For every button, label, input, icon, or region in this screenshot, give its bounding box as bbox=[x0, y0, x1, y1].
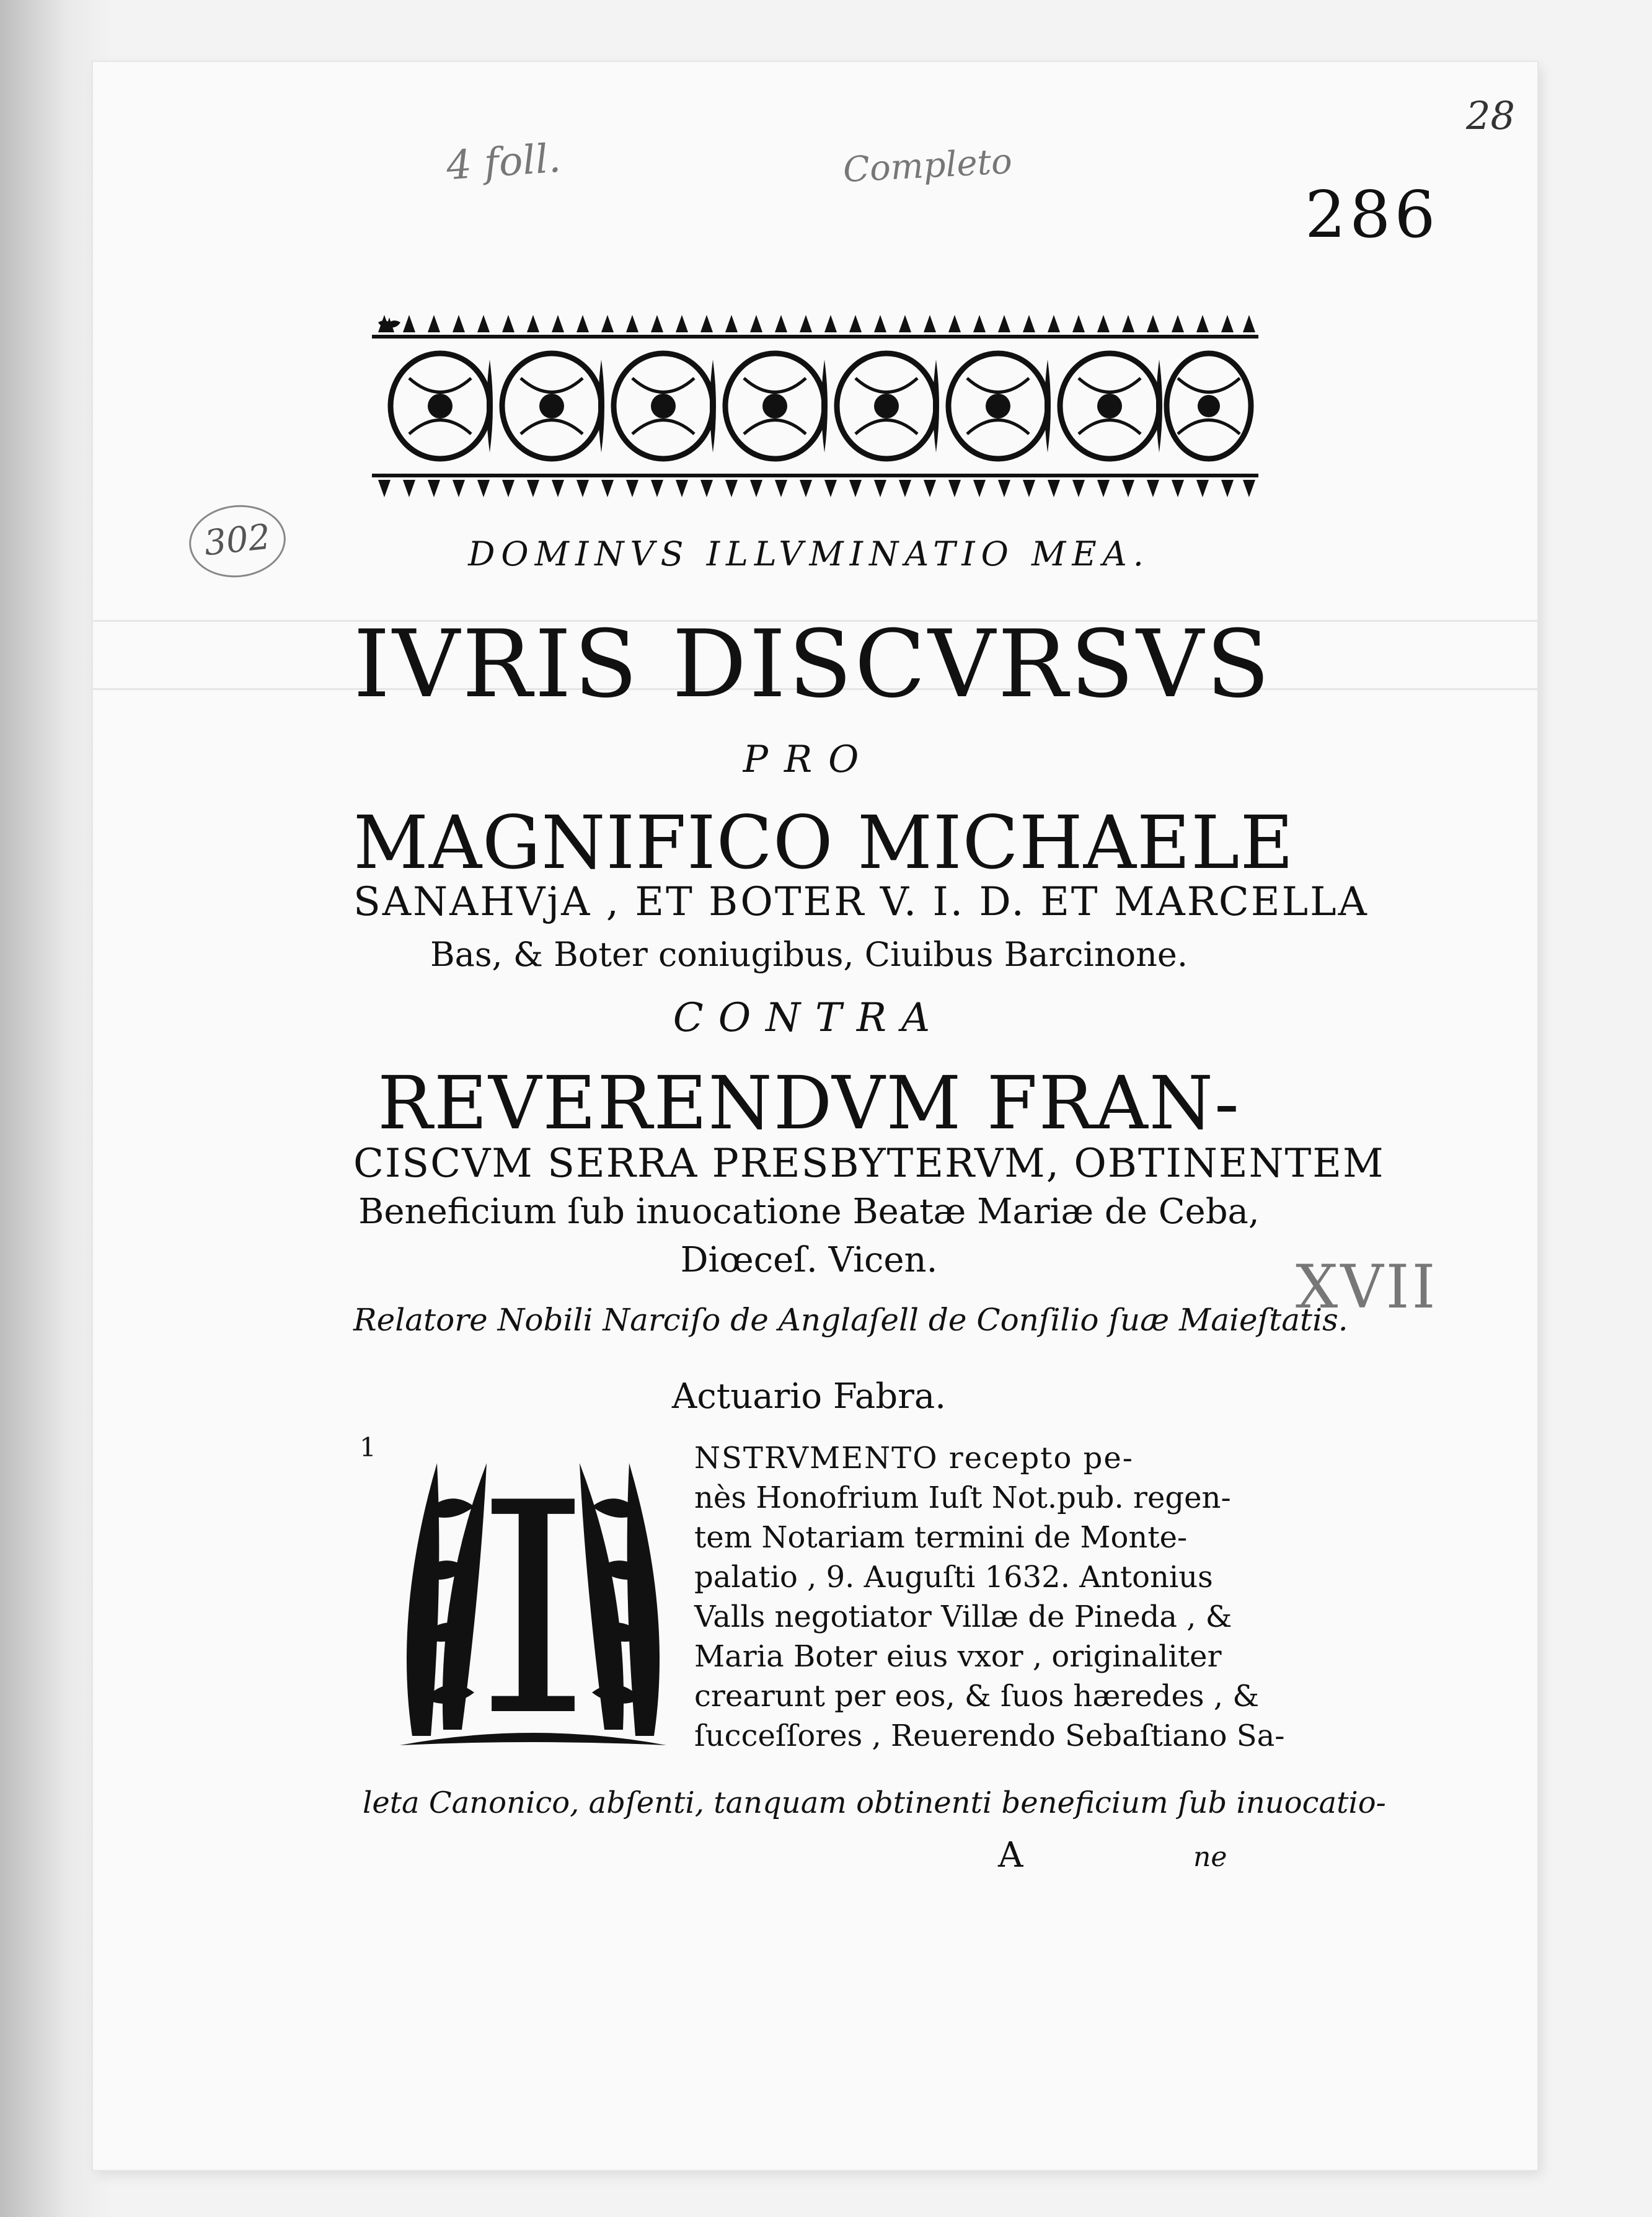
decorative-headpiece bbox=[372, 304, 1258, 508]
party1-line2: SANAHVjA , ET BOTER V. I. D. ET MARCELLA bbox=[353, 879, 1369, 925]
party2-name: REVERENDVM FRAN- bbox=[378, 1060, 1240, 1146]
relatore-line: Relatore Nobili Narciſo de Anglaſell de Conſilio ſuæ Maieſtatis. bbox=[353, 1302, 1348, 1338]
party2-line2: CISCVM SERRA PRESBYTERVM, OBTINENTEM bbox=[353, 1141, 1385, 1187]
party1-line3: Bas, & Boter coniugibus, Ciuibus Barcinone. bbox=[430, 935, 1188, 974]
body-line: tem Notariam termini de Monte- bbox=[694, 1520, 1188, 1555]
body-text bbox=[694, 1438, 1285, 1756]
body-line: Valls negotiator Villæ de Pineda , & bbox=[694, 1600, 1232, 1634]
handwritten-corner-number: 28 bbox=[1466, 93, 1515, 138]
initial-letter: I bbox=[475, 1441, 591, 1748]
motto: DOMINVS ILLVMINATIO MEA. bbox=[468, 534, 1150, 573]
party1-name: MAGNIFICO MICHAELE bbox=[353, 800, 1294, 885]
body-full-width-line: leta Canonico, abſenti, tanquam obtinenti beneficium ſub inuocatio- bbox=[363, 1786, 1386, 1820]
body-line: NSTRVMENTO recepto pe- bbox=[694, 1441, 1134, 1476]
contra-label: CONTRA bbox=[673, 995, 945, 1041]
body-line: ſucceſſores , Reuerendo Sebaſtiano Sa- bbox=[694, 1719, 1285, 1753]
body-line: palatio , 9. Auguſti 1632. Antonius bbox=[694, 1560, 1213, 1595]
handwritten-circled-number: 302 bbox=[185, 500, 289, 582]
handwritten-note-mid: Completo bbox=[842, 141, 1014, 191]
signature-mark: A bbox=[998, 1835, 1023, 1875]
catchword: ne bbox=[1193, 1841, 1227, 1873]
handwritten-note-left: 4 foll. bbox=[444, 135, 562, 190]
party2-line4: Diœceſ. Vicen. bbox=[680, 1240, 938, 1280]
decorated-initial bbox=[387, 1438, 679, 1748]
body-line: nès Honofrium Iuſt Not.pub. regen- bbox=[694, 1480, 1231, 1515]
party2-line3: Beneficium ſub inuocatione Beatæ Mariæ de Ceba, bbox=[358, 1192, 1260, 1232]
main-title: IVRIS DISCVRSVS bbox=[353, 611, 1273, 719]
actuario-line: Actuario Fabra. bbox=[671, 1376, 947, 1417]
pro-label: PRO bbox=[743, 738, 875, 781]
body-line: Maria Boter eius vxor , originaliter bbox=[694, 1639, 1222, 1674]
body-line: crearunt per eos, & ſuos hæredes , & bbox=[694, 1679, 1260, 1714]
handwritten-roman-number: XVII bbox=[1296, 1252, 1438, 1322]
handwritten-folio-number: 286 bbox=[1305, 177, 1439, 252]
paragraph-number: 1 bbox=[360, 1432, 376, 1463]
